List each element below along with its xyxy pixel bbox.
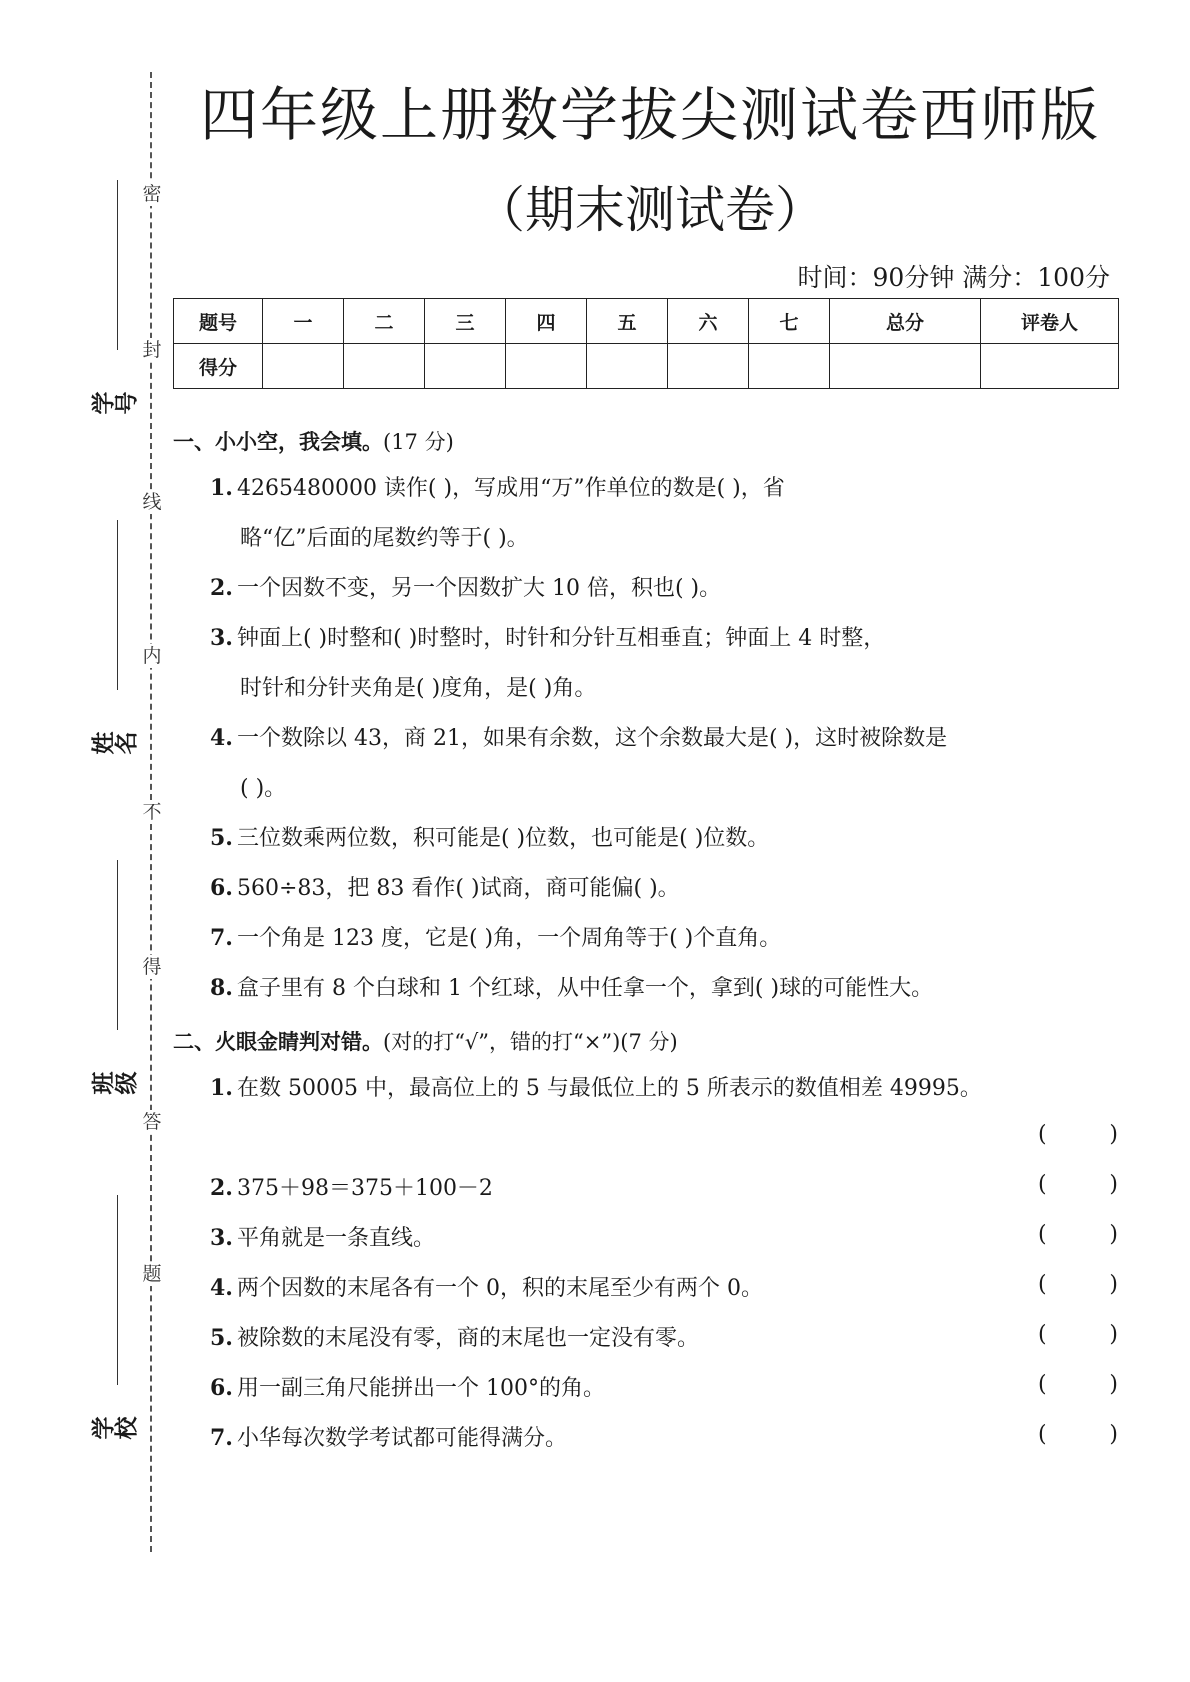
question-text: 平角就是一条直线。 (236, 1226, 435, 1251)
judge-item (210, 1222, 1120, 1255)
question-item (210, 972, 1120, 1005)
question-number: 1. (210, 475, 233, 501)
question-text: 一个因数不变，另一个因数扩大 10 倍，积也( )。 (236, 576, 722, 601)
answer-parens[interactable] (1038, 1122, 1118, 1147)
section-1-title (173, 426, 454, 456)
paren-open: ( (1038, 1372, 1047, 1397)
answer-parens[interactable] (1038, 1272, 1118, 1297)
answer-parens[interactable] (1038, 1172, 1118, 1197)
paren-open: ( (1038, 1222, 1047, 1247)
section-1-points: (17 分) (383, 430, 454, 454)
seal-char: 答 (140, 1110, 164, 1134)
question-number: 4. (210, 1275, 233, 1301)
question-text: 用一副三角尺能拼出一个 100°的角。 (236, 1376, 605, 1401)
section-1-heading: 一、小小空，我会填。 (173, 430, 383, 454)
section-2-title (173, 1026, 678, 1056)
paren-close: ) (1109, 1272, 1118, 1297)
seal-char: 不 (140, 800, 164, 824)
paren-open: ( (1038, 1272, 1047, 1297)
school-line (117, 1195, 118, 1385)
judge-item (210, 1272, 1120, 1305)
page-title: 四年级上册数学拔尖测试卷西师版 (199, 81, 1100, 149)
paren-close: ) (1109, 1222, 1118, 1247)
seal-char: 密 (140, 182, 164, 206)
judge-item (210, 1422, 1120, 1455)
question-item (210, 472, 1120, 555)
section-2-note: (对的打“√”，错的打“×”)(7 分) (383, 1030, 678, 1054)
student-id-label: 学号 (91, 391, 140, 415)
seal-char: 封 (140, 338, 164, 362)
question-item (210, 872, 1120, 905)
paren-close: ) (1109, 1172, 1118, 1197)
school-label: 学校 (91, 1416, 140, 1440)
question-number: 5. (210, 825, 233, 851)
paren-close: ) (1109, 1122, 1118, 1147)
question-number: 4. (210, 725, 233, 751)
table-cell: 题号 (174, 299, 263, 344)
question-text: 被除数的末尾没有零，商的末尾也一定没有零。 (236, 1326, 699, 1351)
score-input-cell[interactable] (587, 344, 668, 389)
student-id-line (117, 180, 118, 350)
question-number: 2. (210, 575, 233, 601)
question-number: 3. (210, 1225, 233, 1251)
table-cell: 三 (425, 299, 506, 344)
question-text-cont: 时针和分针夹角是( )度角，是( )角。 (240, 676, 597, 701)
name-label: 姓名 (91, 731, 140, 755)
question-text: 小华每次数学考试都可能得满分。 (236, 1426, 567, 1451)
paren-open: ( (1038, 1422, 1047, 1447)
score-input-cell[interactable] (830, 344, 981, 389)
class-line (117, 860, 118, 1030)
judge-item (210, 1072, 1120, 1105)
judge-item (210, 1322, 1120, 1355)
answer-parens[interactable] (1038, 1422, 1118, 1447)
question-text: 560÷83，把 83 看作( )试商，商可能偏( )。 (236, 876, 680, 901)
question-item (210, 722, 1120, 805)
question-text: 盒子里有 8 个白球和 1 个红球，从中任拿一个，拿到( )球的可能性大。 (236, 976, 934, 1001)
score-input-cell[interactable] (344, 344, 425, 389)
question-text: 375＋98＝375＋100－2 (236, 1176, 493, 1201)
question-item (210, 822, 1120, 855)
answer-parens[interactable] (1038, 1222, 1118, 1247)
exam-info: 时间：90分钟 满分：100分 (797, 263, 1110, 292)
question-text: 三位数乘两位数，积可能是( )位数，也可能是( )位数。 (236, 826, 770, 851)
question-number: 7. (210, 925, 233, 951)
paren-open: ( (1038, 1172, 1047, 1197)
binding-margin (0, 0, 175, 1682)
answer-parens[interactable] (1038, 1372, 1118, 1397)
question-text: 钟面上( )时整和( )时整时，时针和分针互相垂直；钟面上 4 时整， (236, 626, 886, 651)
table-cell: 二 (344, 299, 425, 344)
question-text: 一个角是 123 度，它是( )角，一个周角等于( )个直角。 (236, 926, 782, 951)
score-table-score-row (174, 344, 1119, 389)
page-subtitle: （期末测试卷） (475, 181, 825, 239)
score-input-cell[interactable] (981, 344, 1119, 389)
question-item (210, 622, 1120, 705)
class-label: 班级 (91, 1071, 140, 1095)
score-table (173, 298, 1119, 389)
table-cell: 总分 (830, 299, 981, 344)
score-input-cell[interactable] (749, 344, 830, 389)
paren-open: ( (1038, 1322, 1047, 1347)
paren-close: ) (1109, 1322, 1118, 1347)
question-number: 2. (210, 1175, 233, 1201)
table-cell: 五 (587, 299, 668, 344)
question-text-cont: 略“亿”后面的尾数约等于( )。 (240, 526, 529, 551)
question-number: 6. (210, 1375, 233, 1401)
table-cell: 六 (668, 299, 749, 344)
question-text: 在数 50005 中，最高位上的 5 与最低位上的 5 所表示的数值相差 49995。 (236, 1076, 982, 1101)
seal-char: 内 (140, 644, 164, 668)
section-2-heading: 二、火眼金睛判对错。 (173, 1030, 383, 1054)
table-cell: 一 (263, 299, 344, 344)
question-number: 7. (210, 1425, 233, 1451)
table-cell: 四 (506, 299, 587, 344)
table-cell: 七 (749, 299, 830, 344)
question-number: 1. (210, 1075, 233, 1101)
table-cell: 评卷人 (981, 299, 1119, 344)
answer-parens[interactable] (1038, 1322, 1118, 1347)
question-number: 3. (210, 625, 233, 651)
paren-open: ( (1038, 1122, 1047, 1147)
score-input-cell[interactable] (668, 344, 749, 389)
judge-item (210, 1172, 1120, 1205)
question-text: 两个因数的末尾各有一个 0，积的末尾至少有两个 0。 (236, 1276, 763, 1301)
judge-item (210, 1372, 1120, 1405)
table-cell: 得分 (174, 344, 263, 389)
question-text: 一个数除以 43，商 21，如果有余数，这个余数最大是( )，这时被除数是 (236, 726, 948, 751)
seal-char: 得 (140, 955, 164, 979)
paren-close: ) (1109, 1422, 1118, 1447)
name-line (117, 520, 118, 690)
question-number: 8. (210, 975, 233, 1001)
score-input-cell[interactable] (506, 344, 587, 389)
question-text-cont: ( )。 (240, 776, 287, 801)
seal-char: 线 (140, 490, 164, 514)
question-item (210, 572, 1120, 605)
score-table-header-row (174, 299, 1119, 344)
score-input-cell[interactable] (263, 344, 344, 389)
question-number: 6. (210, 875, 233, 901)
score-input-cell[interactable] (425, 344, 506, 389)
question-item (210, 922, 1120, 955)
question-number: 5. (210, 1325, 233, 1351)
question-text: 4265480000 读作( )，写成用“万”作单位的数是( )，省 (236, 476, 785, 501)
paren-close: ) (1109, 1372, 1118, 1397)
seal-char: 题 (140, 1262, 164, 1286)
